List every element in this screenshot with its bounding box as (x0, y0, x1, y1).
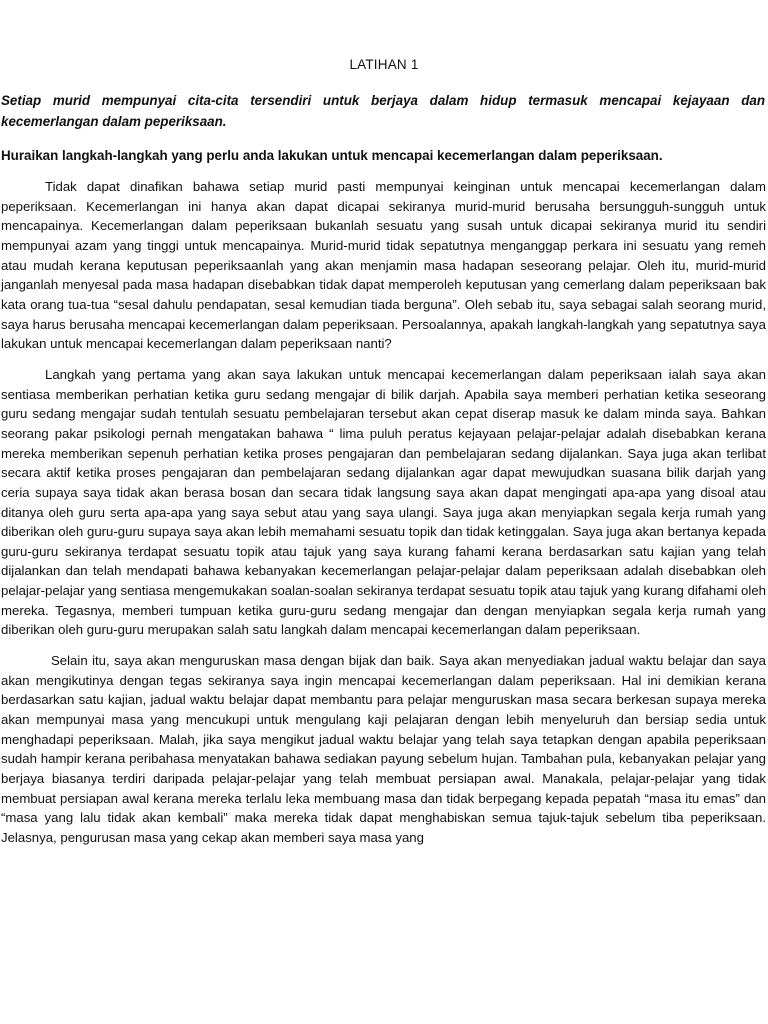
essay-prompt: Setiap murid mempunyai cita-cita tersendiri untuk berjaya dalam hidup termasuk mencapai kejayaan dan kecemerlangan dalam peperiksaan. (1, 93, 765, 129)
essay-instruction: Huraikan langkah-langkah yang perlu anda lakukan untuk mencapai kecemerlangan dalam peperiksaan. (1, 148, 663, 163)
page-title: LATIHAN 1 (349, 57, 419, 72)
paragraph-second-step: Selain itu, saya akan menguruskan masa dengan bijak dan baik. Saya akan menyediakan jadual waktu belajar dan saya akan mengikutinya dengan tegas sekiranya saya ingin mencapai kecemerlangan dalam peperiksaan. Hal ini demikian kerana berdasarkan satu kajian, jadual waktu belajar dapat membantu para pelajar menguruskan masa secara berkesan supaya mereka akan mempunyai masa yang mencukupi untuk mengulang kaji pelajaran dengan lebih menyeluruh dan bersiap sedia untuk menghadapi peperiksaan. Malah, jika saya mengikut jadual waktu belajar yang telah saya tetapkan dengan apabila peperiksaan sudah hampir kerana peribahasa menyatakan bahawa sediakan payung sebelum hujan. Tambahan pula, kebanyakan pelajar yang berjaya biasanya terdiri daripada pelajar-pelajar yang telah membuat persiapan awal. Manakala, pelajar-pelajar yang tidak membuat persiapan awal kerana mereka terlalu leka membuang masa dan tidak berpegang kepada pepatah “masa itu emas” dan “masa yang lalu tidak akan kembali” maka mereka tidak dapat menghabiskan semua tajuk-tajuk sebelum tiba peperiksaan. Jelasnya, pengurusan masa yang cekap akan memberi saya masa yang (1, 653, 766, 845)
paragraph-first-step: Langkah yang pertama yang akan saya lakukan untuk mencapai kecemerlangan dalam peperiksaan ialah saya akan sentiasa memberikan perhatian ketika guru sedang mengajar di bilik darjah. Apabila saya memberi perhatian ketika seseorang guru sedang mengajar sudah tentulah sesuatu pembelajaran tersebut akan cepat diserap masuk ke dalam minda saya. Bahkan seorang pakar psikologi pernah mengatakan bahawa “ lima puluh peratus kejayaan pelajar-pelajar adalah disebabkan kerana mereka memberikan sepenuh perhatian ketika proses pengajaran dan pembelajaran sedang dijalankan. Saya juga akan terlibat secara aktif ketika proses pengajaran dan pembelajaran sedang dijalankan agar dapat mewujudkan suasana bilik darjah yang ceria supaya saya tidak akan berasa bosan dan secara tidak langsung saya akan dapat mengingati apa-apa yang disoal atau ditanya oleh guru serta apa-apa yang saya sebut atau yang saya ulangi. Saya juga akan menyiapkan segala kerja rumah yang diberikan oleh guru-guru supaya saya akan lebih memahami sesuatu topik dan tidak ketinggalan. Saya juga akan bertanya kepada guru-guru sekiranya terdapat sesuatu topik atau tajuk yang saya kurang fahami kerana berdasarkan satu kajian yang telah dijalankan dan telah mendapati bahawa kebanyakan kecemerlangan pelajar-pelajar dalam peperiksaan adalah disebabkan oleh pelajar-pelajar yang sentiasa mengemukakan soalan-soalan sekiranya terdapat sesuatu topik atau tajuk yang kurang difahami oleh mereka. Tegasnya, memberi tumpuan ketika guru-guru sedang mengajar dan dengan menyiapkan segala kerja rumah yang diberikan oleh guru-guru merupakan salah satu langkah dalam mencapai kecemerlangan dalam peperiksaan. (1, 366, 766, 638)
essay-body (1, 177, 766, 859)
paragraph-introduction: Tidak dapat dinafikan bahawa setiap murid pasti mempunyai keinginan untuk mencapai kecemerlangan dalam peperiksaan. Kecemerlangan ini hanya akan dapat dicapai sekiranya murid-murid berusaha bersungguh-sungguh untuk mencapainya. Kecemerlangan dalam peperiksaan bukanlah sesuatu yang susah untuk dicapai sekiranya murid itu sendiri mempunyai azam yang tinggi untuk mencapainya. Murid-murid tidak sepatutnya menganggap perkara ini sesuatu yang remeh atau mudah kerana keputusan peperiksaanlah yang akan menjamin masa hadapan seseorang pelajar. Oleh itu, murid-murid janganlah menyesal pada masa hadapan disebabkan tidak dapat memperoleh keputusan yang cemerlang dalam peperiksaan bak kata orang tua-tua “sesal dahulu pendapatan, sesal kemudian tiada berguna”. Oleh sebab itu, saya sebagai salah seorang murid, saya harus berusaha mencapai kecemerlangan dalam peperiksaan. Persoalannya, apakah langkah-langkah yang sepatutnya saya lakukan untuk mencapai kecemerlangan dalam peperiksaan nanti? (1, 179, 766, 352)
